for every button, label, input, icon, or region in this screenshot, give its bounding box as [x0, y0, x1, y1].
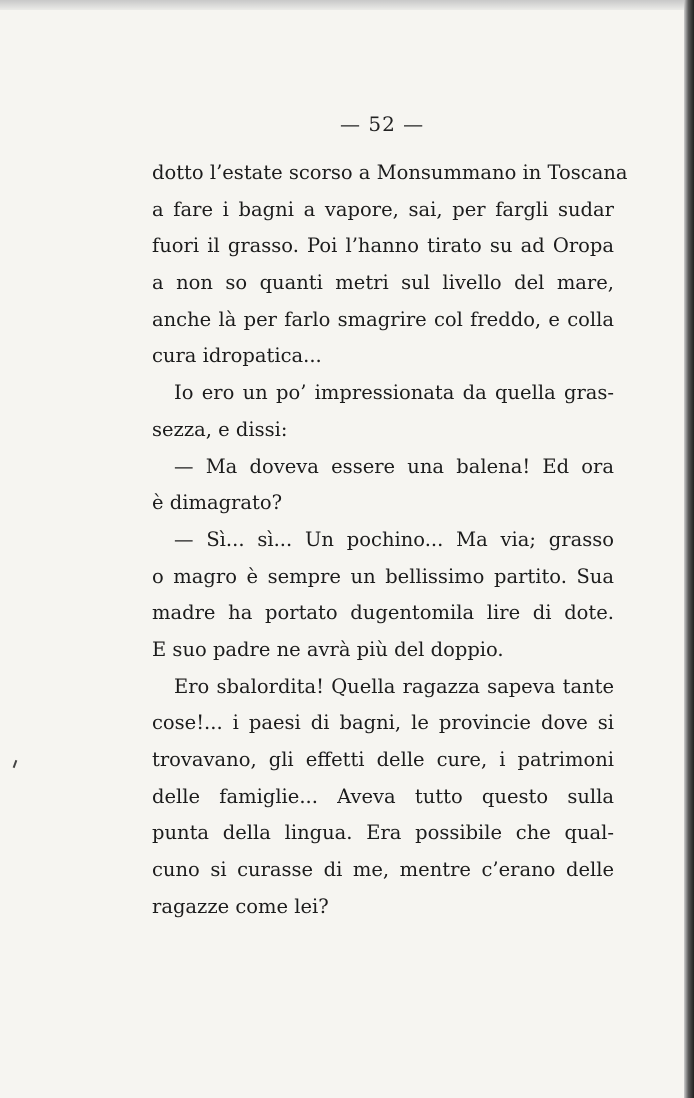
- text-line: o magro è sempre un bellissimo partito. Sua: [152, 564, 614, 588]
- text-line: cose!... i paesi di bagni, le provincie dove si: [152, 711, 614, 735]
- page-number: — 52 —: [340, 112, 425, 136]
- text-line: delle famiglie... Aveva tutto questo sulla: [152, 784, 614, 808]
- text-line: cuno si curasse di me, mentre c’erano delle: [152, 858, 614, 882]
- text-line: E suo padre ne avrà più del doppio.: [152, 637, 504, 661]
- text-line: — Ma doveva essere una balena! Ed ora: [174, 454, 614, 478]
- text-line: cura idropatica...: [152, 344, 322, 368]
- text-line: a fare i bagni a vapore, sai, per fargli sudar: [152, 197, 614, 221]
- text-line: trovavano, gli effetti delle cure, i patrimoni: [152, 748, 614, 771]
- text-line: sezza, e dissi:: [152, 417, 288, 441]
- page-top-shadow: [0, 0, 694, 10]
- text-line: ragazze come lei?: [152, 894, 329, 918]
- text-line: anche là per farlo smagrire col freddo, e colla: [152, 307, 614, 331]
- text-line: a non so quanti metri sul livello del mare,: [152, 271, 614, 295]
- text-line: Ero sbalordita! Quella ragazza sapeva tante: [174, 674, 614, 698]
- text-line: Io ero un po’ impressionata da quella gras-: [174, 381, 614, 405]
- text-line: madre ha portato dugentomila lire di dote.: [152, 601, 614, 625]
- text-line: fuori il grasso. Poi l’hanno tirato su ad Oropa: [152, 234, 614, 258]
- page-binding-edge: [684, 0, 694, 1098]
- text-line: è dimagrato?: [152, 491, 283, 515]
- body-text: [152, 155, 628, 925]
- text-line: dotto l’estate scorso a Monsummano in Toscana: [152, 161, 628, 184]
- paper-speck: [13, 760, 18, 768]
- text-line: — Sì... sì... Un pochino... Ma via; grasso: [174, 527, 614, 551]
- text-line: punta della lingua. Era possibile che qual-: [152, 821, 614, 845]
